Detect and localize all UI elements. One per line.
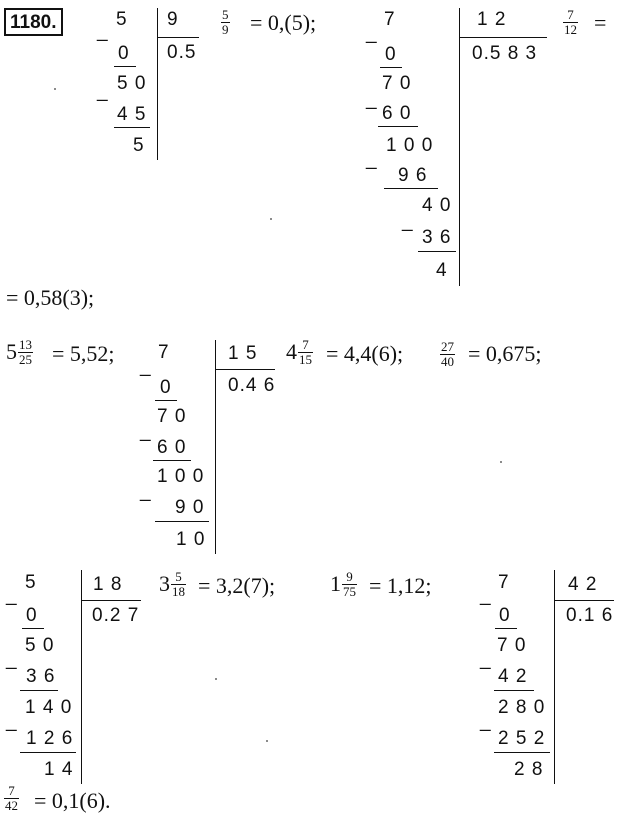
step-value: 6 0: [157, 437, 187, 458]
step-underline: [384, 188, 438, 189]
divisor: 1 5: [228, 343, 258, 364]
minus-sign: _: [140, 421, 152, 442]
division-bar-horizontal: [157, 37, 199, 38]
divisor: 4 2: [568, 574, 598, 595]
step-underline: [114, 66, 136, 67]
minus-sign: _: [480, 711, 492, 732]
minus-sign: _: [366, 23, 378, 44]
step-underline: [495, 628, 517, 629]
minus-sign: _: [6, 711, 18, 732]
step-value: 4 0: [422, 195, 452, 216]
step-underline: [380, 67, 402, 68]
step-underline: [114, 127, 150, 128]
minus-sign: _: [97, 81, 109, 102]
step-value: 9 6: [398, 165, 428, 186]
minus-sign: _: [97, 21, 109, 42]
mixed-number-1-9-75: 1 $\frac{9}{75}$: [330, 569, 356, 599]
minus-sign: _: [140, 481, 152, 502]
result-line: = 0,58(3);: [6, 285, 95, 310]
scan-speck: [500, 461, 502, 463]
remainder: 1 0: [176, 529, 206, 550]
step-underline: [378, 126, 418, 127]
dividend: 5: [116, 9, 128, 30]
dividend: 7: [384, 9, 396, 30]
step-value: 3 6: [422, 227, 452, 248]
step-underline: [20, 690, 58, 691]
step-value: 7 0: [157, 406, 187, 427]
equation-result: = 1,12;: [369, 573, 432, 598]
mixed-number-3-5-18: 3 $\frac{5}{18}$: [159, 569, 185, 599]
quotient: 0.5 8 3: [472, 43, 538, 64]
problem-number: 1180.: [4, 8, 63, 36]
step-value: 9 0: [175, 497, 205, 518]
division-bar-vertical: [459, 8, 460, 286]
divisor: 1 8: [93, 574, 123, 595]
scan-speck: [266, 740, 268, 742]
fraction-27-40: $\frac{27}{40}$: [441, 339, 454, 369]
step-value: 0: [160, 377, 172, 398]
step-value: 1 0 0: [157, 466, 205, 487]
divisor: 1 2: [477, 9, 507, 30]
dividend: 7: [158, 342, 170, 363]
step-value: 0: [385, 44, 397, 65]
scan-speck: [54, 88, 56, 90]
quotient: 0.5: [167, 42, 197, 63]
step-value: 0: [118, 43, 130, 64]
equation-result: = 0,675;: [468, 341, 542, 366]
step-underline: [155, 400, 177, 401]
step-value: 0: [499, 605, 511, 626]
remainder: 4: [436, 260, 448, 281]
step-underline: [418, 251, 456, 252]
division-bar-horizontal: [81, 600, 141, 601]
step-value: 3 6: [26, 666, 56, 687]
step-value: 4 5: [117, 104, 147, 125]
step-value: 0: [26, 605, 38, 626]
minus-sign: _: [480, 585, 492, 606]
fraction-5-9: $\frac{5}{9}$: [222, 7, 229, 37]
division-bar-vertical: [157, 8, 158, 160]
equation-result: = 4,4(6);: [326, 341, 404, 366]
minus-sign: _: [366, 89, 378, 110]
minus-sign: _: [402, 211, 414, 232]
equation-result: = 0,1(6).: [34, 788, 111, 813]
step-underline: [155, 521, 209, 522]
scan-speck: [215, 678, 217, 680]
quotient: 0.1 6: [566, 605, 614, 626]
equation-result: = 3,2(7);: [198, 573, 276, 598]
division-bar-horizontal: [215, 369, 275, 370]
mixed-number-5-13-25: 5 $\frac{13}{25}$: [6, 337, 32, 367]
quotient: 0.2 7: [92, 605, 140, 626]
step-underline: [494, 752, 550, 753]
step-underline: [494, 690, 534, 691]
quotient: 0.4 6: [228, 375, 276, 396]
remainder: 5: [133, 135, 145, 156]
step-value: 1 4 0: [25, 697, 73, 718]
division-bar-horizontal: [554, 600, 614, 601]
remainder: 2 8: [514, 759, 544, 780]
divisor: 9: [167, 9, 179, 30]
minus-sign: _: [480, 649, 492, 670]
step-value: 1 2 6: [26, 728, 74, 749]
minus-sign: _: [6, 649, 18, 670]
step-underline: [153, 460, 191, 461]
dividend: 7: [498, 572, 510, 593]
step-value: 4 2: [498, 666, 528, 687]
minus-sign: _: [6, 585, 18, 606]
step-value: 6 0: [382, 103, 412, 124]
remainder: 1 4: [44, 759, 74, 780]
step-value: 2 8 0: [498, 697, 546, 718]
step-underline: [22, 628, 44, 629]
scan-speck: [270, 218, 272, 220]
dividend: 5: [25, 572, 37, 593]
step-value: 7 0: [382, 73, 412, 94]
division-bar-vertical: [215, 340, 216, 554]
equation-result: = 0,(5);: [250, 10, 317, 35]
minus-sign: _: [140, 356, 152, 377]
step-value: 2 5 2: [498, 728, 546, 749]
division-bar-vertical: [81, 570, 82, 784]
mixed-number-4-7-15: 4 $\frac{7}{15}$: [286, 337, 312, 367]
division-bar-vertical: [554, 570, 555, 784]
equation-result: = 5,52;: [52, 341, 115, 366]
step-value: 5 0: [117, 73, 147, 94]
minus-sign: _: [366, 149, 378, 170]
step-value: 5 0: [25, 635, 55, 656]
division-bar-horizontal: [459, 37, 547, 38]
equals-sign: =: [594, 10, 607, 35]
step-underline: [20, 752, 76, 753]
fraction-7-12: $\frac{7}{12}$: [564, 7, 577, 37]
step-value: 1 0 0: [386, 135, 434, 156]
step-value: 7 0: [497, 635, 527, 656]
fraction-7-42: $\frac{7}{42}$: [5, 783, 18, 813]
